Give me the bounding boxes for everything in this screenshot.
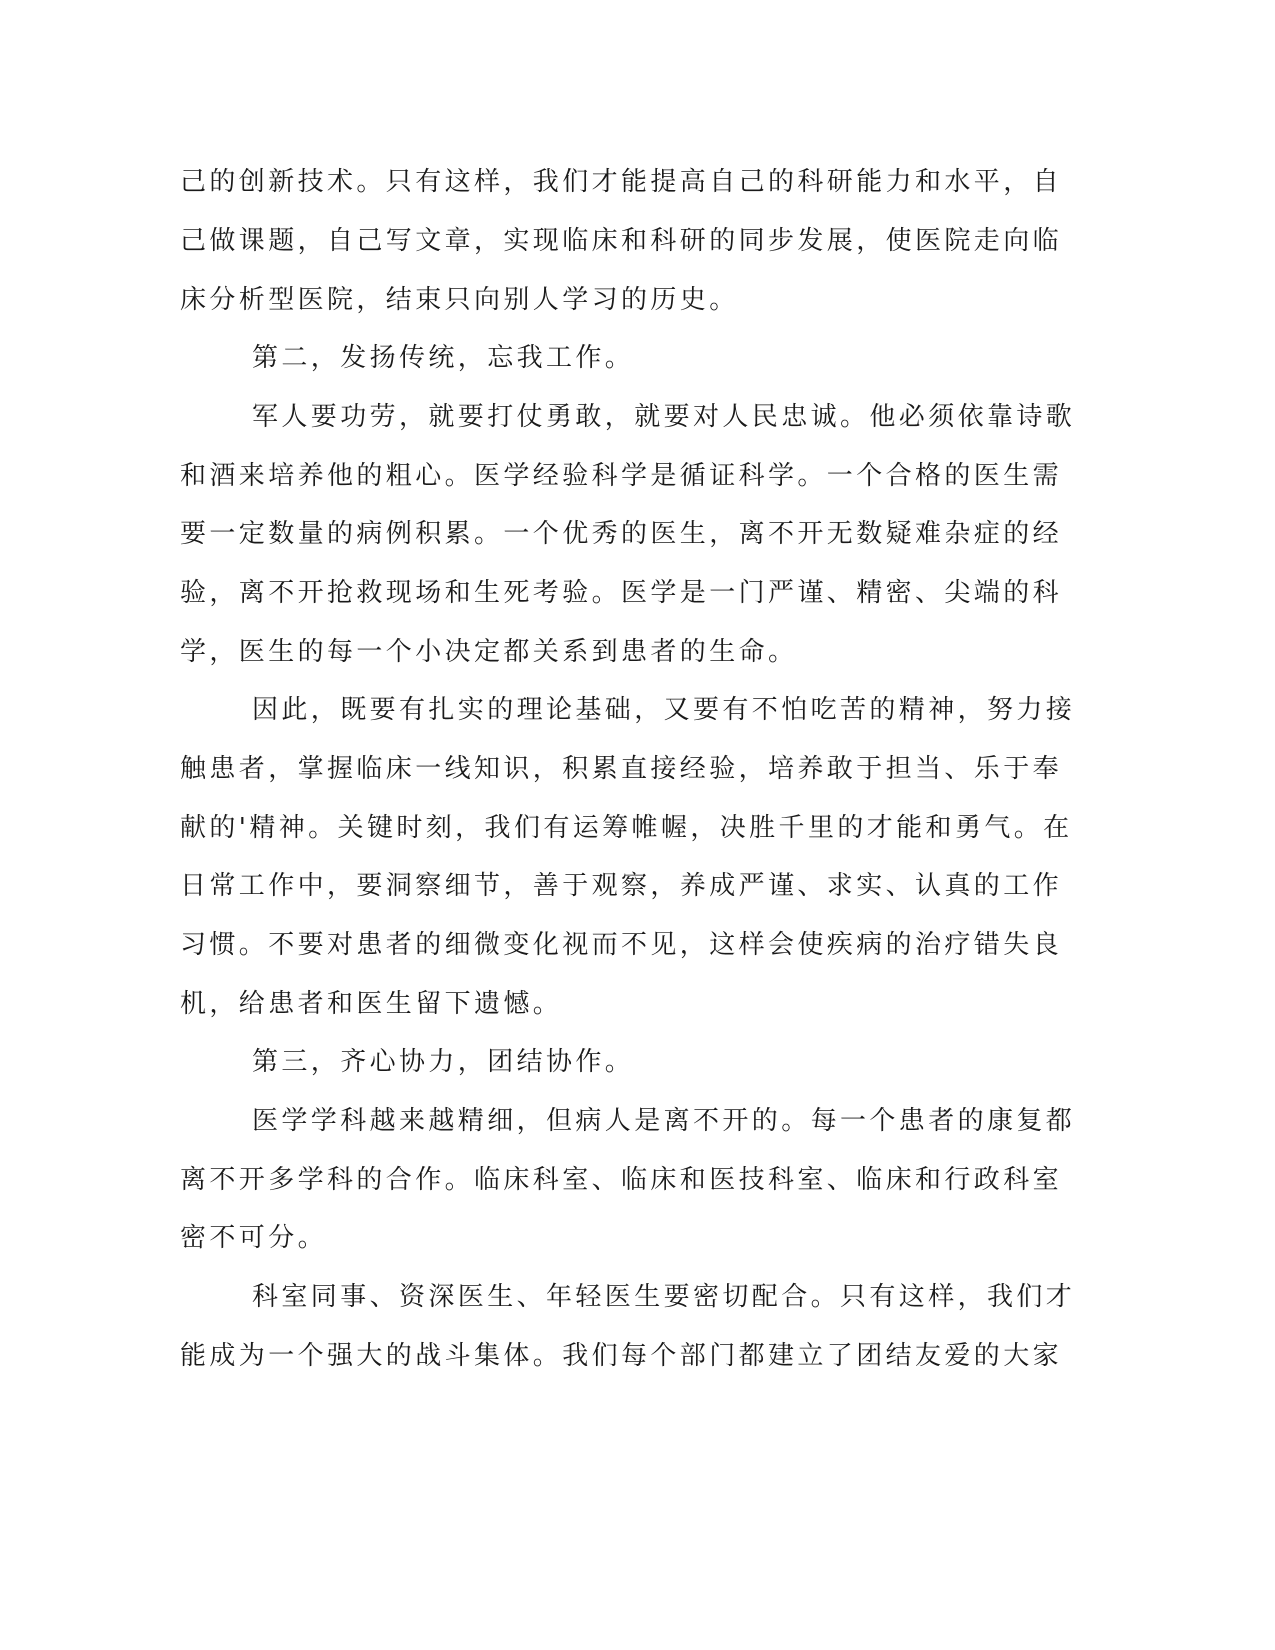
line-text: 机，给患者和医生留下遗憾。 <box>180 989 563 1019</box>
line-text: 和酒来培养他的粗心。医学经验科学是循证科学。一个合格的医生需 <box>180 461 1063 491</box>
line-text: 能成为一个强大的战斗集体。我们每个部门都建立了团结友爱的大家 <box>180 1341 1063 1371</box>
line-text: 因此，既要有扎实的理论基础，又要有不怕吃苦的精神，努力接 <box>252 695 1076 725</box>
text-line <box>0 397 1275 437</box>
line-text: 习惯。不要对患者的细微变化视而不见，这样会使疾病的治疗错失良 <box>180 930 1063 960</box>
text-line <box>0 1160 1275 1200</box>
line-text: 己做课题，自己写文章，实现临床和科研的同步发展，使医院走向临 <box>180 226 1063 256</box>
text-line <box>0 808 1275 848</box>
line-text: 床分析型医院，结束只向别人学习的历史。 <box>180 285 739 315</box>
text-line <box>0 1336 1275 1376</box>
line-text: 学，医生的每一个小决定都关系到患者的生命。 <box>180 637 798 667</box>
text-line <box>0 456 1275 496</box>
text-line <box>0 632 1275 672</box>
section-heading <box>0 338 1275 378</box>
text-line <box>0 866 1275 906</box>
line-text: 验，离不开抢救现场和生死考验。医学是一门严谨、精密、尖端的科 <box>180 578 1063 608</box>
line-text: 己的创新技术。只有这样，我们才能提高自己的科研能力和水平，自 <box>180 167 1063 197</box>
text-line <box>0 514 1275 554</box>
text-line <box>0 984 1275 1024</box>
text-line <box>0 162 1275 202</box>
text-line <box>0 690 1275 730</box>
text-line <box>0 573 1275 613</box>
line-text: 第二，发扬传统，忘我工作。 <box>252 343 635 373</box>
line-text: 科室同事、资深医生、年轻医生要密切配合。只有这样，我们才 <box>252 1282 1076 1312</box>
line-text: 日常工作中，要洞察细节，善于观察，养成严谨、求实、认真的工作 <box>180 871 1063 901</box>
line-text: 医学学科越来越精细，但病人是离不开的。每一个患者的康复都 <box>252 1106 1076 1136</box>
text-line <box>0 1101 1275 1141</box>
line-text: 第三，齐心协力，团结协作。 <box>252 1047 635 1077</box>
text-line <box>0 925 1275 965</box>
text-line <box>0 1277 1275 1317</box>
line-text: 密不可分。 <box>180 1223 328 1253</box>
line-text: 军人要功劳，就要打仗勇敢，就要对人民忠诚。他必须依靠诗歌 <box>252 402 1076 432</box>
text-line <box>0 749 1275 789</box>
section-heading <box>0 1042 1275 1082</box>
line-text: 要一定数量的病例积累。一个优秀的医生，离不开无数疑难杂症的经 <box>180 519 1063 549</box>
line-text: 触患者，掌握临床一线知识，积累直接经验，培养敢于担当、乐于奉 <box>180 754 1063 784</box>
text-line <box>0 221 1275 261</box>
line-text: 离不开多学科的合作。临床科室、临床和医技科室、临床和行政科室 <box>180 1165 1063 1195</box>
text-line <box>0 280 1275 320</box>
text-line <box>0 1218 1275 1258</box>
line-text: 献的'精神。关键时刻，我们有运筹帷幄，决胜千里的才能和勇气。在 <box>180 813 1073 843</box>
